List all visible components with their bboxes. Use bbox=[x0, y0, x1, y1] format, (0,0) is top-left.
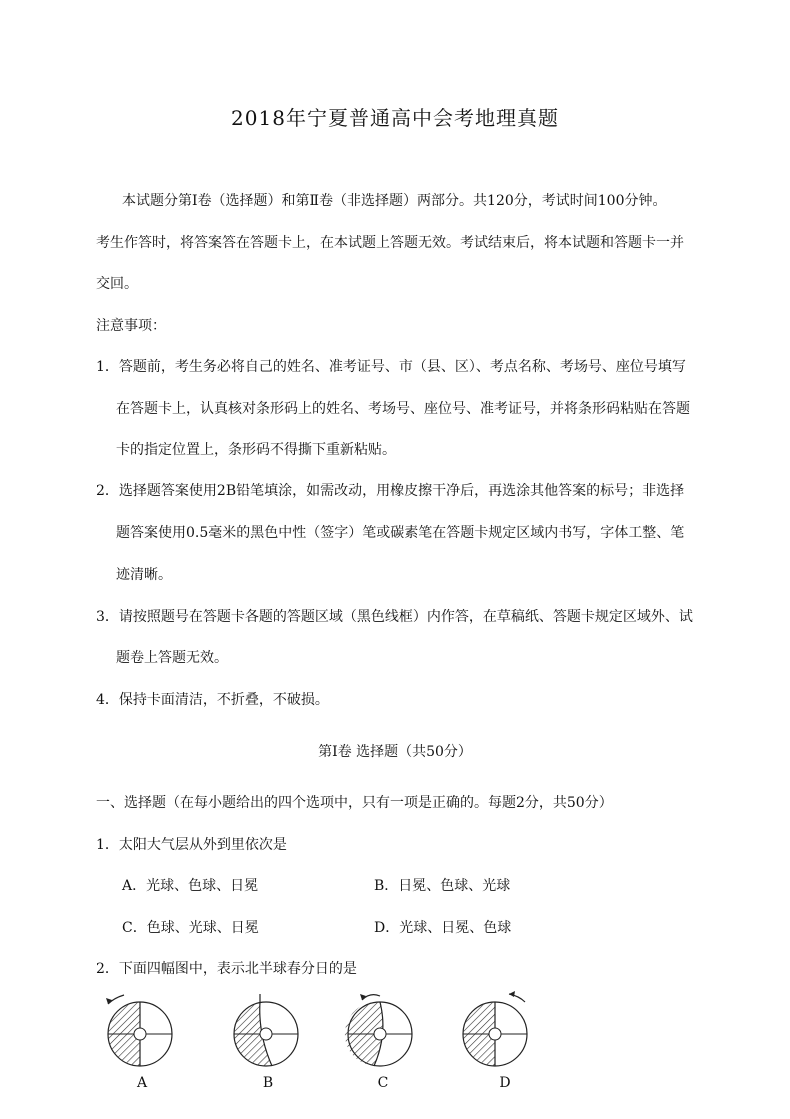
part-heading: 一、选择题（在每小题给出的四个选项中，只有一项是正确的。每题2分，共50分） bbox=[96, 795, 613, 811]
page-title: 2018年宁夏普通高中会考地理真题 bbox=[231, 106, 559, 130]
earth-diagram-a bbox=[100, 990, 180, 1070]
notice-1-line-1: 1．答题前，考生务必将自己的姓名、准考证号、市（县、区）、考点名称、考场号、座位号填写 bbox=[96, 359, 686, 375]
question-1-option-c: C．色球、光球、日冕 bbox=[122, 920, 259, 936]
earth-diagram-b bbox=[226, 990, 306, 1070]
notice-1-line-3: 卡的指定位置上，条形码不得撕下重新粘贴。 bbox=[116, 442, 396, 458]
intro-line-3: 交回。 bbox=[96, 276, 138, 292]
figure-label-b: B bbox=[262, 1075, 274, 1091]
notice-heading: 注意事项： bbox=[96, 318, 166, 334]
question-1-option-d: D．光球、日冕、色球 bbox=[374, 920, 512, 936]
figure-label-a: A bbox=[136, 1075, 148, 1091]
question-1-stem: 1．太阳大气层从外到里依次是 bbox=[96, 837, 287, 853]
notice-2-line-2: 题答案使用0.5毫米的黑色中性（签字）笔或碳素笔在答题卡规定区域内书写，字体工整、笔 bbox=[116, 525, 685, 541]
question-1-option-b: B．日冕、色球、光球 bbox=[374, 878, 511, 894]
figure-label-d: D bbox=[499, 1075, 511, 1091]
question-1-option-a: A．光球、色球、日冕 bbox=[122, 878, 259, 894]
notice-2-line-3: 迹清晰。 bbox=[116, 567, 172, 583]
intro-line-2: 考生作答时，将答案答在答题卡上，在本试题上答题无效。考试结束后，将本试题和答题卡一并 bbox=[96, 235, 684, 251]
notice-3-line-2: 题卷上答题无效。 bbox=[116, 650, 228, 666]
figure-label-c: C bbox=[377, 1075, 389, 1091]
section-title: 第Ⅰ卷 选择题（共50分） bbox=[318, 744, 472, 760]
notice-4-line-1: 4．保持卡面清洁，不折叠，不破损。 bbox=[96, 692, 329, 708]
notice-2-line-1: 2．选择题答案使用2B铅笔填涂，如需改动，用橡皮擦干净后，再选涂其他答案的标号；非选择 bbox=[96, 483, 685, 499]
intro-line-1: 本试题分第Ⅰ卷（选择题）和第Ⅱ卷（非选择题）两部分。共120分，考试时间100分钟。 bbox=[122, 193, 667, 209]
earth-diagram-c bbox=[340, 990, 420, 1070]
earth-diagram-d bbox=[455, 990, 535, 1070]
notice-1-line-2: 在答题卡上，认真核对条形码上的姓名、考场号、座位号、准考证号，并将条形码粘贴在答题 bbox=[116, 401, 690, 417]
notice-3-line-1: 3．请按照题号在答题卡各题的答题区域（黑色线框）内作答，在草稿纸、答题卡规定区域外、试 bbox=[96, 609, 693, 625]
question-2-stem: 2．下面四幅图中，表示北半球春分日的是 bbox=[96, 961, 357, 977]
